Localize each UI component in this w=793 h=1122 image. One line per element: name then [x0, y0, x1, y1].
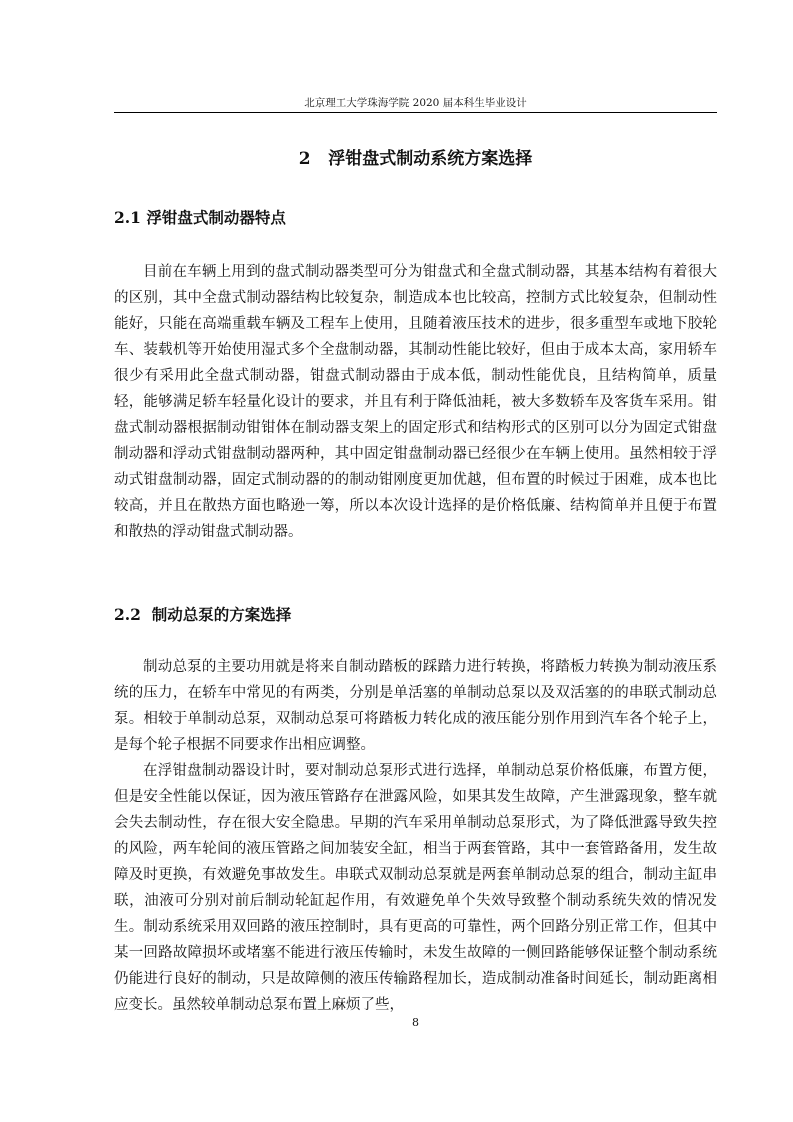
header-divider — [114, 112, 717, 113]
section-heading-2-2: 2.2 制动总泵的方案选择 — [114, 605, 292, 624]
chapter-title: 2 浮钳盘式制动系统方案选择 — [298, 149, 533, 169]
section-2-1-paragraph: 目前在车辆上用到的盘式制动器类型可分为钳盘式和全盘式制动器，其基本结构有着很大的区别，其中全盘式制动器结构比较复杂，制造成本也比较高，控制方式比较复杂，但制动性能好，只能在高端重载车辆及工程车上使用，且随着液压技术的进步，很多重型车或地下胶轮车、装载机等开始使用湿式多个全盘制动器，其制动性能比较好，但由于成本太高，家用轿车很少有采用此全盘式制动器，钳盘式制动器由于成本低，制动性能优良，且结构简单，质量轻，能够满足轿车轻量化设计的要求，并且有利于降低油耗，被大多数轿车及客货车采用。钳盘式制动器根据制动钳钳体在制动器支架上的固定形式和结构形式的区别可以分为固定式钳盘制动器和浮动式钳盘制动器两种，其中固定钳盘制动器已经很少在车辆上使用。虽然相较于浮动式钳盘制动器，固定式制动器的的制动钳刚度更加优越，但布置的时候过于困难，成本也比较高，并且在散热方面也略逊一筹，所以本次设计选择的是价格低廉、结构简单并且便于布置和散热的浮动钳盘式制动器。 — [114, 264, 717, 540]
section-heading-2-1: 2.1 浮钳盘式制动器特点 — [114, 208, 286, 227]
running-header: 北京理工大学珠海学院 2020 届本科生毕业设计 — [304, 97, 527, 109]
section-2-2-paragraph-2: 在浮钳盘制动器设计时，要对制动总泵形式进行选择，单制动总泵价格低廉，布置方便，但是安全性能以保证，因为液压管路存在泄露风险，如果其发生故障，产生泄露现象，整车就会失去制动性，存在很大安全隐患。早期的汽车采用单制动总泵形式，为了降低泄露导致失控的风险，两车轮间的液压管路之间加装安全缸，相当于两套管路，其中一套管路备用，发生故障及时更换，有效避免事故发生。串联式双制动总泵就是两套单制动总泵的组合，制动主缸串联，油液可分别对前后制动轮缸起作用，有效避免单个失效导致整个制动系统失效的情况发生。制动系统采用双回路的液压控制时，具有更高的可靠性，两个回路分别正常工作，但其中某一回路故障损坏或堵塞不能进行液压传输时，未发生故障的一侧回路能够保证整个制动系统仍能进行良好的制动，只是故障侧的液压传输路程加长，造成制动准备时间延长，制动距离相应变长。虽然较单制动总泵布置上麻烦了些， — [114, 763, 717, 1013]
section-2-2-paragraph-1: 制动总泵的主要功用就是将来自制动踏板的踩踏力进行转换，将踏板力转换为制动液压系统的压力，在轿车中常见的有两类，分别是单活塞的单制动总泵以及双活塞的的串联式制动总泵。相较于单制动总泵，双制动总泵可将踏板力转化成的液压能分别作用到汽车各个轮子上，是每个轮子根据不同要求作出相应调整。 — [114, 659, 717, 753]
page-number: 8 — [412, 1016, 419, 1029]
